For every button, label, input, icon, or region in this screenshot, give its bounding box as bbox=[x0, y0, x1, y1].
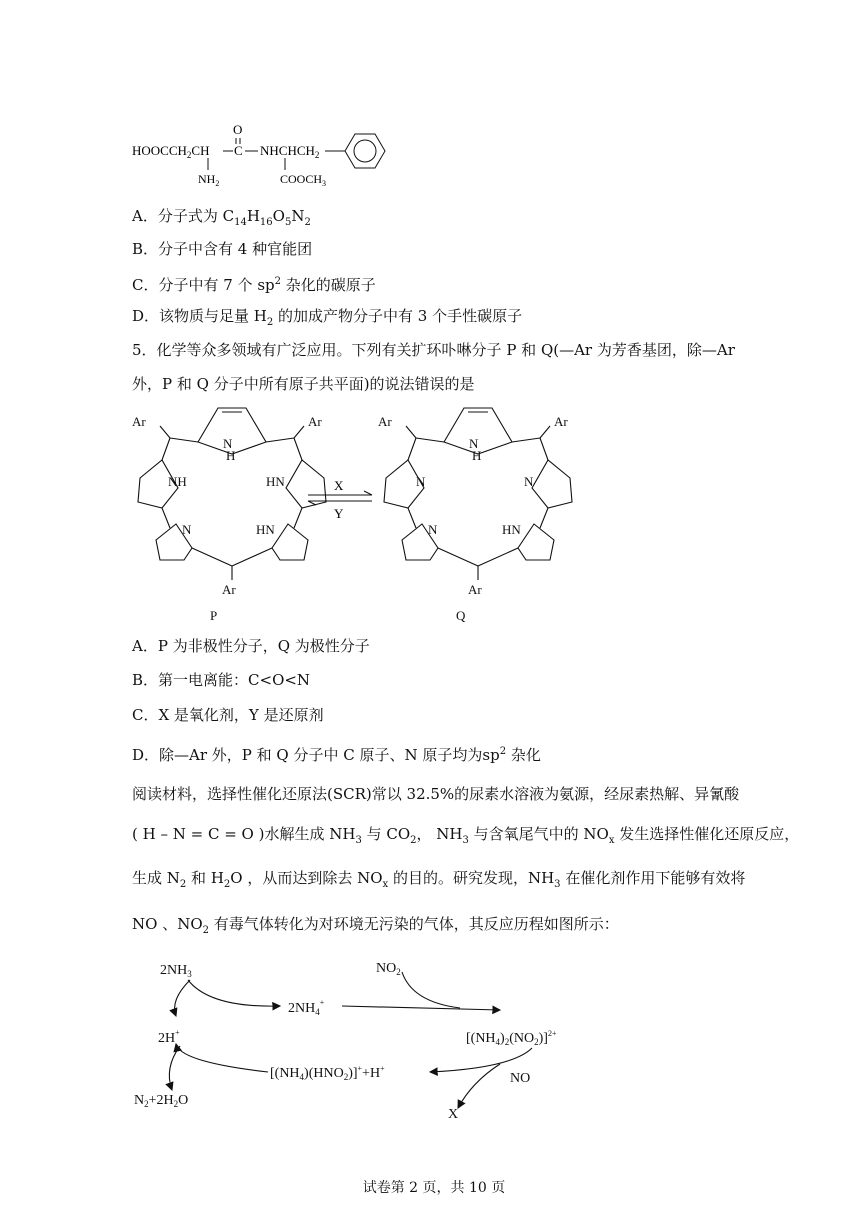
molecule-q bbox=[384, 408, 572, 580]
label-no2: $NO_2$ bbox=[376, 961, 401, 977]
struct-hoocch: $HOOCCH_2CH$ bbox=[132, 143, 210, 160]
svg-text:N: N bbox=[182, 522, 192, 537]
page-footer: 试卷第 2 页，共 10 页 bbox=[362, 1180, 506, 1196]
benzene-ring bbox=[345, 134, 385, 168]
svg-text:N: N bbox=[416, 474, 426, 489]
label-complex1: $[(NH_4)_2(NO_2)]^{2+}$ bbox=[466, 1029, 557, 1047]
molecule-p bbox=[138, 408, 326, 580]
arrow-nh3-nh4 bbox=[188, 980, 280, 1006]
arrow-products bbox=[169, 1046, 180, 1090]
struct-cooch3: $COOCH_3$ bbox=[280, 172, 327, 188]
label-products: $N_2+2H_2O$ bbox=[134, 1093, 189, 1109]
arrow-no2-in bbox=[402, 972, 460, 1008]
svg-text:H: H bbox=[226, 448, 236, 463]
svg-text:HN: HN bbox=[502, 522, 521, 537]
q4-option-b: B．分子中含有 4 种官能团 bbox=[132, 240, 313, 258]
svg-text:H: H bbox=[472, 448, 482, 463]
q5-stem-line1: 5．化学等众多领域有广泛应用。下列有关扩环卟啉分子 P 和 Q(—Ar 为芳香基团，除—Ar bbox=[132, 341, 735, 359]
reading-line3: 生成 $N_2$ 和 $H_2O$ ，从而达到除去 $NO_x$ 的目的。研究发现，$NH_3$ 在催化剂作用下能够有效将 bbox=[132, 869, 746, 890]
svg-text:Ar: Ar bbox=[308, 414, 322, 429]
molecule-q-labels bbox=[378, 414, 568, 623]
label-2h: 2H+ bbox=[158, 1028, 180, 1046]
svg-text:Ar: Ar bbox=[554, 414, 568, 429]
arrow-complex2-h bbox=[176, 1044, 268, 1072]
svg-text:Ar: Ar bbox=[378, 414, 392, 429]
arrow-x-out bbox=[458, 1064, 500, 1108]
svg-text:Ar: Ar bbox=[132, 414, 146, 429]
q4-option-d: D．该物质与足量 $H_2$ 的加成产物分子中有 3 个手性碳原子 bbox=[132, 307, 523, 328]
q4-structure-diagram bbox=[120, 110, 400, 190]
reaction-cycle-diagram bbox=[120, 950, 600, 1130]
label-complex2: $[(NH_4)(HNO_2)]^++H^+$ bbox=[270, 1064, 385, 1082]
reading-line2: ( H – N = C = O )水解生成 $NH_3$ 与 $CO_2$， $NH_3$ 与含氧尾气中的 $NO_x$ 发生选择性催化还原反应， bbox=[132, 825, 800, 846]
svg-text:Q: Q bbox=[456, 608, 466, 623]
arrow-nh3-h bbox=[175, 980, 190, 1016]
svg-text:N: N bbox=[428, 522, 438, 537]
arrow-y: Y bbox=[334, 506, 344, 521]
q4-option-a: A．分子式为 $C_{14}H_{16}O_5N_2$ bbox=[132, 207, 311, 228]
struct-c: C bbox=[234, 143, 243, 158]
arrow-x: X bbox=[334, 478, 344, 493]
q5-option-a: A．P 为非极性分子，Q 为极性分子 bbox=[132, 637, 370, 655]
arrow-complex1-complex2 bbox=[430, 1048, 532, 1072]
svg-text:Ar: Ar bbox=[468, 582, 482, 597]
svg-text:Ar: Ar bbox=[222, 582, 236, 597]
svg-text:N: N bbox=[223, 436, 233, 451]
porphyrin-diagram bbox=[120, 398, 580, 633]
struct-nh: $NHCHCH_2$ bbox=[260, 143, 320, 160]
reading-line1: 阅读材料，选择性催化还原法(SCR)常以 32.5%的尿素水溶液为氨源，经尿素热解、异氰酸 bbox=[132, 785, 740, 803]
struct-nh2: $NH_2$ bbox=[198, 172, 220, 188]
label-2nh3: $2NH_3$ bbox=[160, 963, 192, 979]
q5-option-b: B．第一电离能：C<O<N bbox=[132, 671, 311, 689]
label-x: X bbox=[448, 1107, 459, 1122]
svg-text:N: N bbox=[524, 474, 534, 489]
equilibrium-arrows bbox=[308, 491, 372, 505]
svg-text:HN: HN bbox=[266, 474, 285, 489]
q5-stem-line2: 外，P 和 Q 分子中所有原子共平面)的说法错误的是 bbox=[132, 375, 475, 393]
q4-option-c: C．分子中有 7 个 $sp^2$ 杂化的碳原子 bbox=[132, 276, 376, 294]
svg-text:NH: NH bbox=[168, 474, 187, 489]
q5-option-c: C．X 是氧化剂，Y 是还原剂 bbox=[132, 706, 324, 724]
q5-option-d: D．除—Ar 外，P 和 Q 分子中 C 原子、N 原子均为$sp^2$ 杂化 bbox=[132, 746, 541, 764]
svg-text:N: N bbox=[469, 436, 479, 451]
label-no: NO bbox=[510, 1071, 531, 1086]
arrow-nh4-complex bbox=[342, 1006, 500, 1010]
svg-text:HN: HN bbox=[256, 522, 275, 537]
svg-text:P: P bbox=[210, 608, 218, 623]
molecule-p-labels bbox=[132, 414, 322, 623]
reading-line4: NO 、$NO_2$ 有毒气体转化为对环境无污染的气体，其反应历程如图所示： bbox=[132, 915, 619, 936]
struct-o: O bbox=[233, 122, 243, 137]
label-2nh4: $2NH_4^+$ bbox=[288, 998, 325, 1017]
